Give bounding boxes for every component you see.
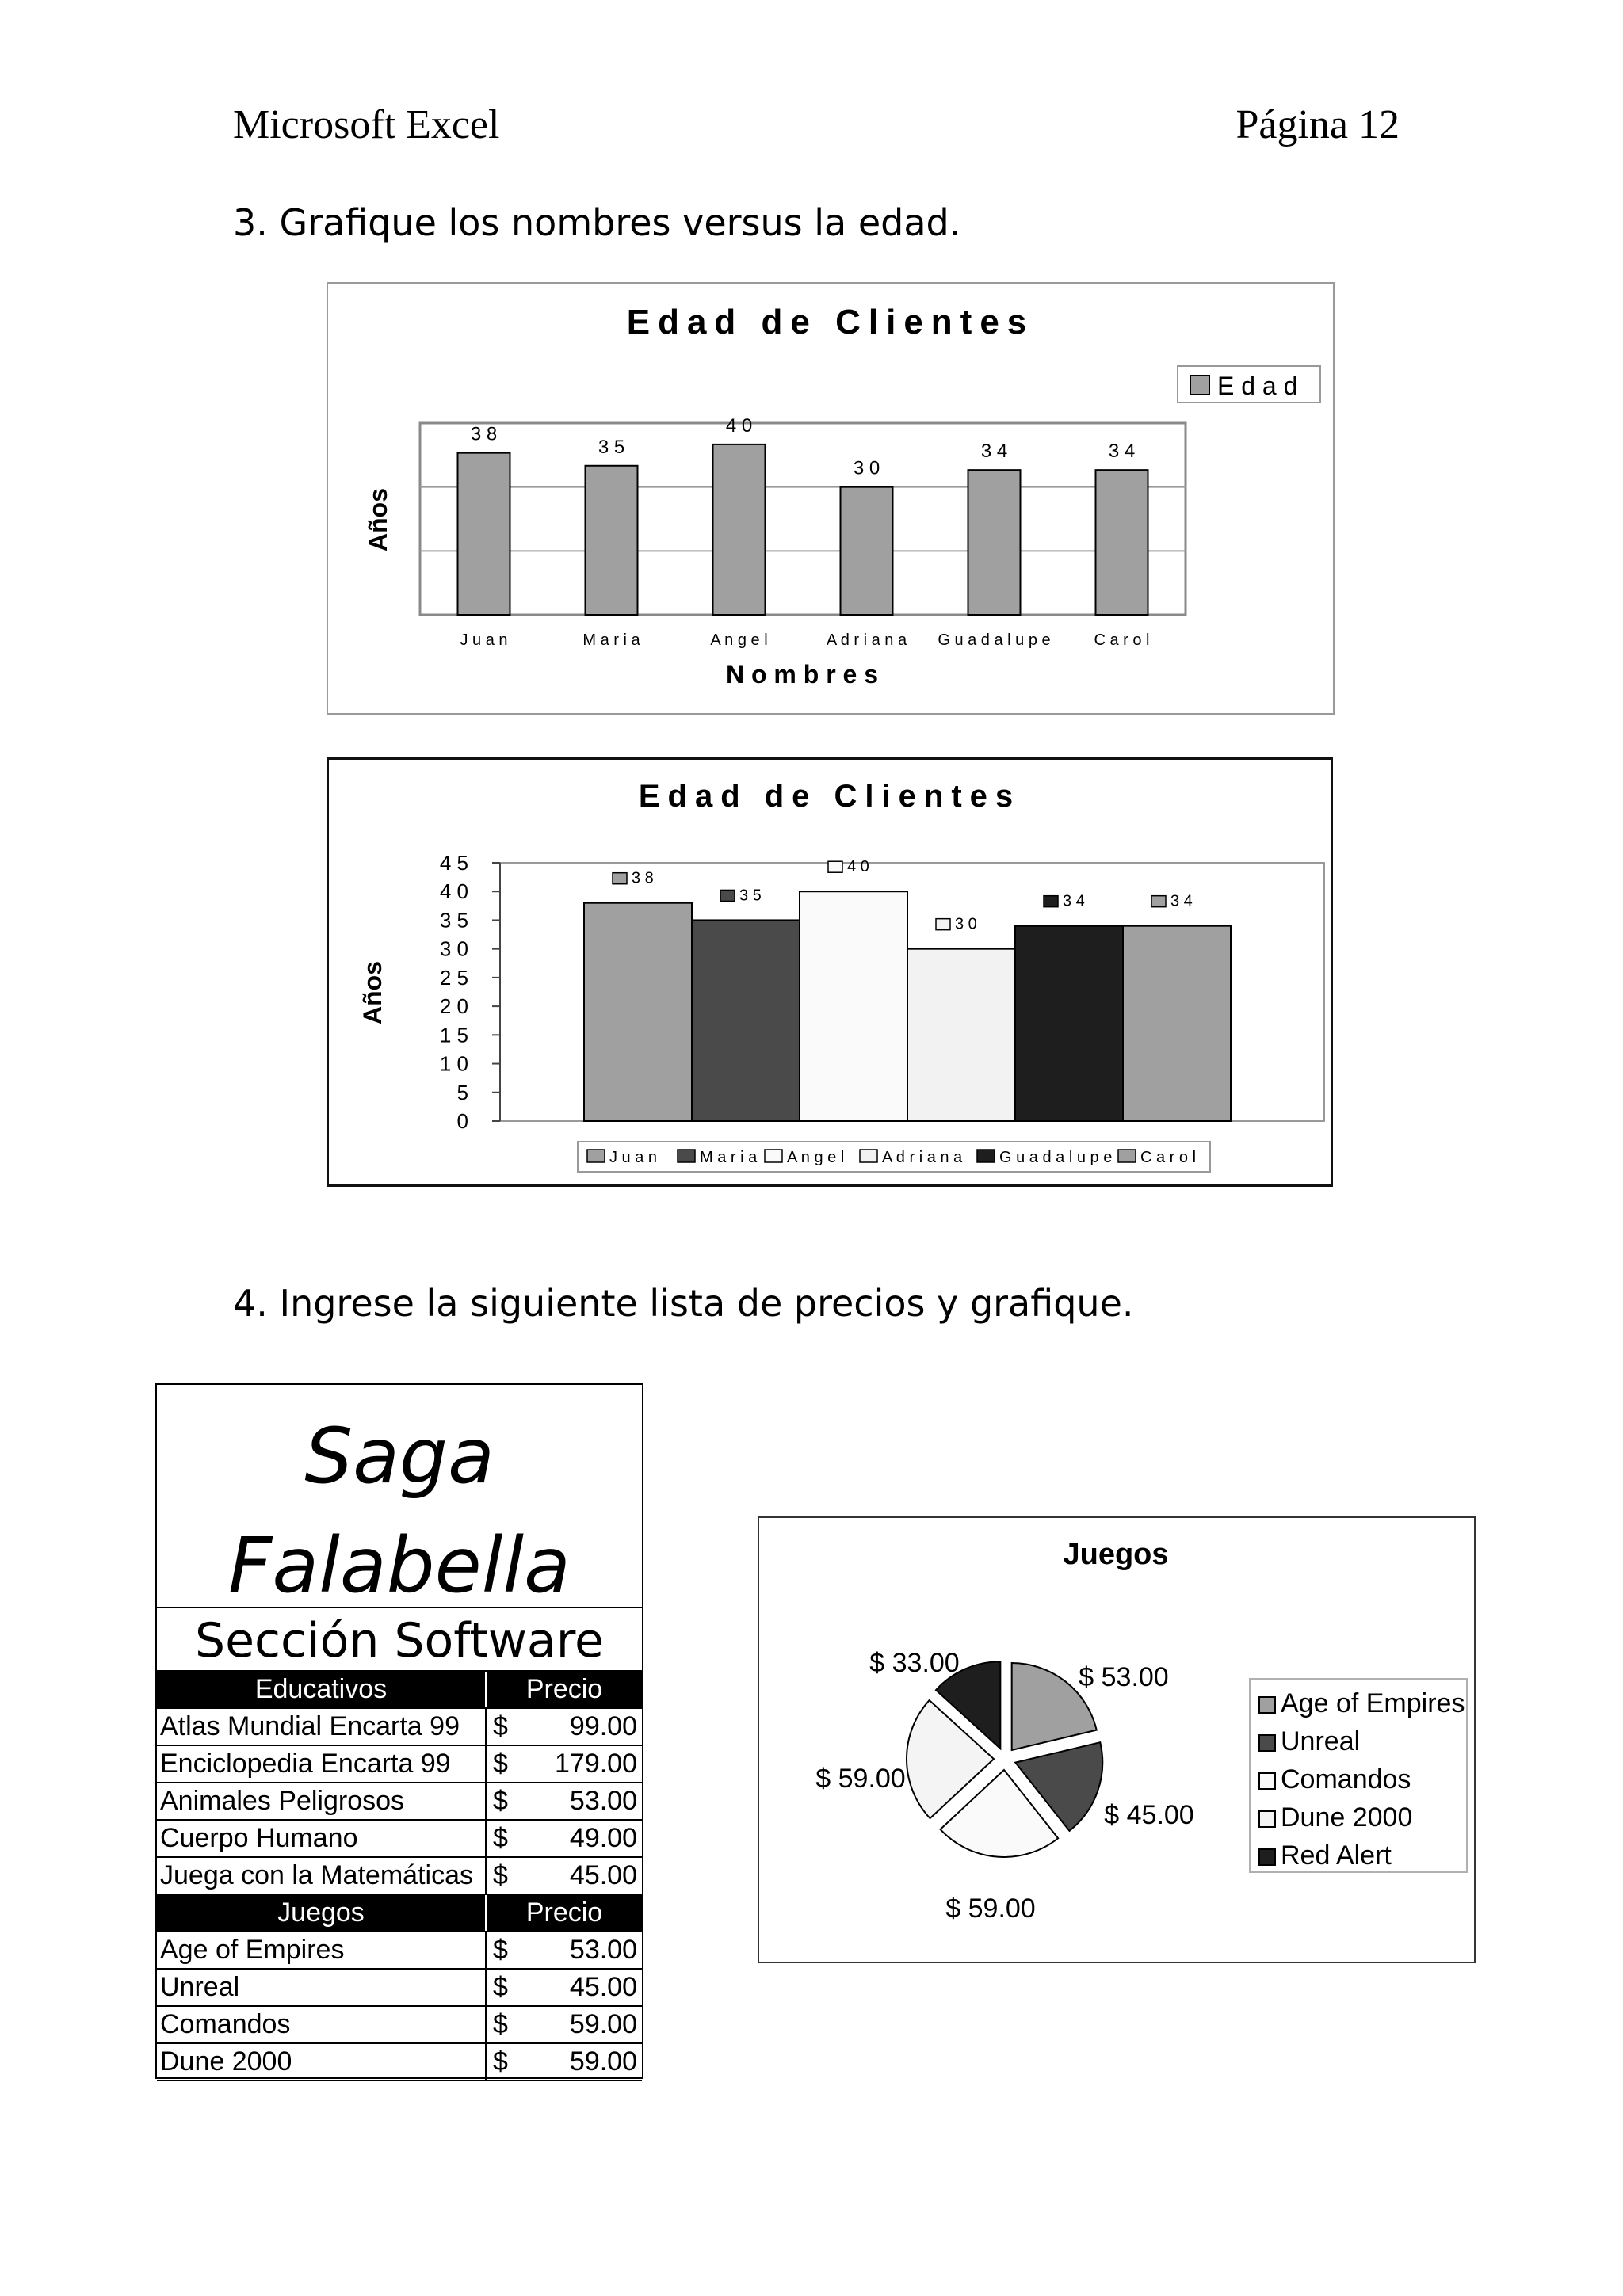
product-name: Dune 2000 (157, 2044, 487, 2080)
product-price: 179.00 (555, 1749, 637, 1779)
chart1-bar-maria (586, 466, 638, 615)
chart1-category-label: C a r o l (1094, 631, 1150, 649)
product-name: Cuerpo Humano (157, 1821, 487, 1856)
currency-symbol: $ (493, 1823, 508, 1853)
chart2-data-label: 3 5 (739, 887, 762, 905)
chart1-data-label: 3 5 (598, 436, 625, 458)
currency-symbol: $ (493, 1749, 508, 1779)
store-name-line1: Saga (304, 1412, 495, 1501)
chart1-category-label: M a r i a (582, 631, 640, 649)
chart2-legend-label: A d r i a n a (882, 1149, 963, 1166)
group-name: Educativos (157, 1672, 487, 1707)
chart1-data-label: 3 4 (980, 441, 1008, 463)
currency-symbol: $ (493, 1972, 508, 2002)
chart2-legend-label: G u a d a l u p e (999, 1149, 1113, 1166)
product-name: Juega con la Matemáticas (157, 1858, 487, 1894)
section-title: Sección Software (157, 1607, 642, 1672)
chart2-legend-label: A n g e l (787, 1149, 845, 1166)
store-name-line2: Falabella (228, 1521, 571, 1610)
pie-legend-label: Comandos (1281, 1764, 1411, 1794)
product-name: Comandos (157, 2007, 487, 2042)
chart1-category-label: A d r i a n a (826, 631, 907, 649)
chart2-data-label: 3 4 (1063, 892, 1085, 910)
pie-data-label: $ 33.00 (869, 1648, 960, 1678)
currency-symbol: $ (493, 1860, 508, 1890)
pie-data-label: $ 45.00 (1104, 1800, 1194, 1830)
table-row (157, 1709, 642, 1746)
pie-data-label: $ 59.00 (945, 1894, 1036, 1924)
product-price: 53.00 (569, 1935, 637, 1965)
chart2-legend-swatch (977, 1150, 995, 1162)
chart2-data-label-key (1044, 896, 1058, 907)
question-3: 3. Grafique los nombres versus la edad. (233, 201, 961, 244)
chart2-y-tick-label: 1 0 (439, 1051, 468, 1076)
chart-edad-clientes-2 (327, 757, 1333, 1187)
chart1-bar-carol (1096, 470, 1148, 615)
table-group-header (157, 1672, 642, 1709)
chart1-data-label: 4 0 (725, 414, 753, 437)
table-group-header (157, 1895, 642, 1932)
table-row (157, 1932, 642, 1970)
pie-legend-swatch (1258, 1810, 1276, 1828)
chart1-bar-juan (458, 453, 510, 615)
currency-symbol: $ (493, 2046, 508, 2077)
pie-legend-label: Unreal (1281, 1726, 1361, 1756)
chart2-bar-carol (1123, 926, 1231, 1121)
chart2-plot (329, 760, 1331, 1184)
chart1-bar-adriana (841, 487, 893, 615)
chart1-x-axis-title: N o m b r e s (725, 660, 879, 688)
product-price: 99.00 (569, 1711, 637, 1741)
product-price: 45.00 (569, 1972, 637, 2002)
chart2-bar-juan (584, 903, 692, 1121)
table-row (157, 1858, 642, 1895)
chart1-title: Edad de Clientes (626, 303, 1035, 341)
product-price: 53.00 (569, 1786, 637, 1816)
product-name: Atlas Mundial Encarta 99 (157, 1709, 487, 1745)
pie-legend (1249, 1678, 1468, 1873)
chart2-y-tick-label: 4 5 (439, 851, 468, 875)
chart2-y-tick-label: 0 (456, 1109, 468, 1133)
chart1-category-label: A n g e l (710, 631, 768, 649)
chart2-data-label-key (828, 861, 842, 872)
pie-data-label: $ 59.00 (815, 1764, 906, 1794)
product-name: Enciclopedia Encarta 99 (157, 1746, 487, 1782)
pie-legend-label: Age of Empires (1281, 1688, 1465, 1718)
chart2-y-tick-label: 5 (456, 1080, 468, 1104)
chart2-y-tick-label: 3 0 (439, 936, 468, 961)
pie-legend-swatch (1258, 1696, 1276, 1714)
chart2-data-label-key (613, 873, 627, 884)
chart2-legend-swatch (678, 1150, 695, 1162)
currency-symbol: $ (493, 1935, 508, 1965)
chart1-legend-label: E d a d (1217, 372, 1298, 400)
pie-legend-swatch (1258, 1772, 1276, 1790)
table-row (157, 2007, 642, 2044)
pie-legend-item (1258, 1684, 1465, 1722)
pie-legend-item (1258, 1798, 1412, 1836)
table-row (157, 2044, 642, 2081)
chart1-plot (328, 284, 1333, 713)
chart1-legend-swatch (1190, 376, 1209, 395)
product-price: 59.00 (569, 2009, 637, 2039)
chart2-bar-adriana (907, 949, 1015, 1121)
table-row (157, 1970, 642, 2007)
chart2-legend-label: C a r o l (1140, 1149, 1197, 1166)
page-number: Página 12 (1235, 102, 1400, 147)
currency-symbol: $ (493, 2009, 508, 2039)
group-name: Juegos (157, 1895, 487, 1931)
chart2-bar-maria (692, 920, 800, 1121)
chart1-bar-guadalupe (968, 470, 1021, 615)
chart2-y-tick-label: 3 5 (439, 908, 468, 933)
pie-legend-swatch (1258, 1734, 1276, 1752)
chart2-data-label: 3 0 (955, 915, 977, 933)
chart1-data-label: 3 8 (470, 423, 498, 445)
pie-data-label: $ 53.00 (1079, 1662, 1169, 1692)
product-price: 59.00 (569, 2046, 637, 2077)
pie-legend-swatch (1258, 1848, 1276, 1866)
chart2-data-label-key (1151, 896, 1166, 907)
chart2-data-label: 3 4 (1170, 892, 1193, 910)
price-header: Precio (525, 1674, 603, 1704)
chart1-data-label: 3 0 (853, 457, 880, 479)
product-name: Unreal (157, 1970, 487, 2005)
chart1-plot-area (420, 423, 1186, 615)
pie-title: Juegos (1063, 1538, 1169, 1571)
chart2-y-tick-label: 1 5 (439, 1023, 468, 1047)
chart1-category-label: G u a d a l u p e (938, 631, 1051, 649)
chart2-data-label: 3 8 (632, 869, 654, 887)
pie-legend-label: Red Alert (1281, 1840, 1392, 1871)
currency-symbol: $ (493, 1786, 508, 1816)
chart1-y-axis-title: Años (364, 488, 392, 551)
chart-edad-clientes-1 (327, 282, 1335, 715)
product-name: Animales Peligrosos (157, 1783, 487, 1819)
chart2-legend-label: J u a n (609, 1149, 658, 1166)
chart1-bar-angel (713, 444, 766, 615)
document-header-left: Microsoft Excel (233, 102, 500, 147)
pie-legend-item (1258, 1722, 1360, 1760)
chart2-legend-swatch (860, 1150, 877, 1162)
chart2-legend-label: M a r i a (700, 1149, 758, 1166)
pie-legend-item (1258, 1760, 1411, 1798)
chart2-data-label-key (720, 890, 735, 901)
chart2-y-tick-label: 2 0 (439, 994, 468, 1019)
price-header: Precio (525, 1897, 603, 1928)
chart2-title: Edad de Clientes (638, 779, 1022, 814)
chart2-legend-swatch (1118, 1150, 1136, 1162)
table-row (157, 1783, 642, 1821)
product-name: Age of Empires (157, 1932, 487, 1968)
chart1-category-label: J u a n (460, 631, 508, 649)
table-row (157, 1821, 642, 1858)
product-price: 49.00 (569, 1823, 637, 1853)
price-table (155, 1383, 643, 2079)
chart2-y-axis-title: Años (358, 961, 387, 1024)
chart2-legend-swatch (765, 1150, 782, 1162)
product-price: 45.00 (569, 1860, 637, 1890)
chart2-data-label: 4 0 (847, 858, 869, 876)
chart1-data-label: 3 4 (1108, 441, 1136, 463)
pie-legend-item (1258, 1836, 1392, 1875)
table-row (157, 1746, 642, 1783)
chart2-legend-swatch (587, 1150, 605, 1162)
chart2-y-tick-label: 2 5 (439, 965, 468, 990)
question-4: 4. Ingrese la siguiente lista de precios y grafique. (233, 1282, 1134, 1325)
chart2-y-tick-label: 4 0 (439, 879, 468, 904)
chart2-data-label-key (936, 919, 950, 930)
chart2-bar-guadalupe (1015, 926, 1123, 1121)
currency-symbol: $ (493, 1711, 508, 1741)
pie-legend-label: Dune 2000 (1281, 1802, 1413, 1833)
chart2-bar-angel (800, 891, 907, 1121)
